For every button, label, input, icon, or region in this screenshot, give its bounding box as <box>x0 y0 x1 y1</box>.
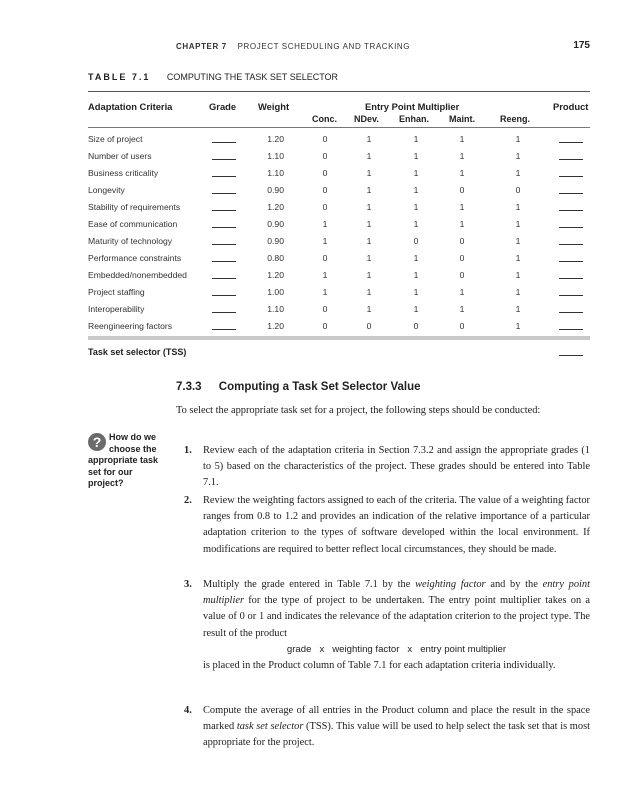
table-row <box>88 267 590 284</box>
enhan-cell: 1 <box>413 304 419 314</box>
product-blank <box>559 286 583 296</box>
table-row <box>88 284 590 301</box>
table-title: COMPUTING THE TASK SET SELECTOR <box>166 72 339 82</box>
reeng-cell: 1 <box>515 202 521 212</box>
conc-cell: 1 <box>322 219 328 229</box>
product-blank <box>559 303 583 313</box>
reeng-cell: 1 <box>515 134 521 144</box>
reeng-cell: 1 <box>515 287 521 297</box>
enhan-cell: 0 <box>413 236 419 246</box>
running-header <box>176 42 410 51</box>
note-bottom <box>88 455 168 490</box>
ndev-cell: 1 <box>366 270 372 280</box>
criteria-cell: Longevity <box>88 185 125 195</box>
reeng-cell: 1 <box>515 168 521 178</box>
step-number: 3. <box>184 579 192 590</box>
weight-cell: 1.20 <box>267 134 284 144</box>
reeng-cell: 1 <box>515 270 521 280</box>
reeng-cell: 1 <box>515 304 521 314</box>
criteria-cell: Project staffing <box>88 287 145 297</box>
grade-blank <box>212 218 236 228</box>
grade-blank <box>212 286 236 296</box>
header-grade: Grade <box>209 101 237 112</box>
grade-blank <box>212 184 236 194</box>
maint-cell: 0 <box>459 185 465 195</box>
section-heading <box>176 381 421 393</box>
grade-blank <box>212 167 236 177</box>
header-conc: Conc. <box>312 114 338 124</box>
enhan-cell: 1 <box>413 185 419 195</box>
step-text-part: Compute the average of all entries in the Product column and place the result in the space marked <box>203 705 590 733</box>
header-criteria: Adaptation Criteria <box>88 101 173 112</box>
section-number: 7.3.3 <box>176 381 202 393</box>
header-divider <box>88 127 590 128</box>
emphasis-task-set-selector: task set selector <box>236 721 304 733</box>
weight-cell: 0.90 <box>267 219 284 229</box>
enhan-cell: 1 <box>413 151 419 161</box>
step-number: 2. <box>184 495 192 506</box>
emphasis-weighting-factor: weighting factor <box>415 579 486 590</box>
product-blank <box>559 133 583 143</box>
maint-cell: 0 <box>459 253 465 263</box>
weight-cell: 1.10 <box>267 151 284 161</box>
enhan-cell: 1 <box>413 219 419 229</box>
ndev-cell: 1 <box>366 185 372 195</box>
task-set-table <box>88 99 590 335</box>
grade-blank <box>212 150 236 160</box>
conc-cell: 1 <box>322 270 328 280</box>
step-number: 1. <box>184 445 192 456</box>
table-row <box>88 250 590 267</box>
step-text <box>203 703 590 752</box>
product-formula: grade x weighting factor x entry point multiplier <box>286 643 507 655</box>
header-maint: Maint. <box>449 114 475 124</box>
step-number: 4. <box>184 705 192 716</box>
intro-paragraph: To select the appropriate task set for a project, the following steps should be conducted: <box>176 405 541 416</box>
header-reeng: Reeng. <box>500 114 531 124</box>
reeng-cell: 0 <box>515 185 521 195</box>
maint-cell: 1 <box>459 168 465 178</box>
criteria-cell: Embedded/nonembedded <box>88 270 187 280</box>
product-blank <box>559 235 583 245</box>
step-text <box>203 577 590 674</box>
table-row <box>88 233 590 250</box>
enhan-cell: 1 <box>413 168 419 178</box>
question-mark-icon <box>88 432 106 452</box>
table-row <box>88 301 590 318</box>
enhan-cell: 1 <box>413 253 419 263</box>
table-header <box>88 99 590 131</box>
ndev-cell: 1 <box>366 151 372 161</box>
ndev-cell: 1 <box>366 202 372 212</box>
product-blank <box>559 150 583 160</box>
ndev-cell: 1 <box>366 219 372 229</box>
maint-cell: 1 <box>459 151 465 161</box>
header-product: Product <box>553 101 589 112</box>
header-ndev: NDev. <box>354 114 379 124</box>
weight-cell: 1.20 <box>267 270 284 280</box>
ndev-cell: 1 <box>366 134 372 144</box>
table-row <box>88 131 590 148</box>
table-label: TABLE 7.1 <box>88 72 151 82</box>
reeng-cell: 1 <box>515 321 521 331</box>
reeng-cell: 1 <box>515 253 521 263</box>
step-text-part: and by the <box>485 579 543 590</box>
conc-cell: 0 <box>322 321 328 331</box>
reeng-cell: 1 <box>515 151 521 161</box>
note-line: project? <box>88 478 124 489</box>
criteria-cell: Size of project <box>88 134 143 144</box>
product-blank <box>559 184 583 194</box>
table-row <box>88 199 590 216</box>
grade-blank <box>212 133 236 143</box>
chapter-title: PROJECT SCHEDULING AND TRACKING <box>237 42 411 51</box>
table-row <box>88 318 590 335</box>
step-text-part: is placed in the Product column of Table 7.1 for each adaptation criteria individually. <box>203 660 556 672</box>
tss-label: Task set selector (TSS) <box>88 347 187 357</box>
header-enhan: Enhan. <box>399 114 430 124</box>
step-text: Review each of the adaptation criteria in Section 7.3.2 and assign the appropriate grades (1 to 5) based on the characteristics of the project. These grades should be entered into Table 7.1. <box>203 445 590 489</box>
ndev-cell: 1 <box>366 304 372 314</box>
conc-cell: 1 <box>322 236 328 246</box>
note-line: How do we <box>109 432 156 442</box>
product-blank <box>559 269 583 279</box>
criteria-cell: Maturity of technology <box>88 236 173 246</box>
maint-cell: 0 <box>459 236 465 246</box>
header-weight: Weight <box>258 101 290 112</box>
grade-blank <box>212 235 236 245</box>
step-text-part: (TSS). This value will be used to help select the task set that is most appropriate for the project. <box>203 721 591 749</box>
table-row <box>88 216 590 233</box>
maint-cell: 1 <box>459 219 465 229</box>
conc-cell: 0 <box>322 134 328 144</box>
maint-cell: 1 <box>459 202 465 212</box>
weight-cell: 1.00 <box>267 287 284 297</box>
ndev-cell: 1 <box>366 253 372 263</box>
product-blank <box>559 218 583 228</box>
product-blank <box>559 320 583 330</box>
emphasis-entry-point-multiplier: entry point multiplier <box>203 579 591 607</box>
grade-blank <box>212 320 236 330</box>
grade-blank <box>212 252 236 262</box>
weight-cell: 1.10 <box>267 168 284 178</box>
ndev-cell: 0 <box>366 321 372 331</box>
header-entry-point: Entry Point Multiplier <box>365 101 460 112</box>
criteria-cell: Stability of requirements <box>88 202 181 212</box>
weight-cell: 1.20 <box>267 202 284 212</box>
step-text-part: for the type of project to be undertaken. The entry point multiplier takes on a value of 0 or 1 and indicates the relevance of the adaptation criterion to the project type. The result of the product <box>203 595 590 639</box>
ndev-cell: 1 <box>366 168 372 178</box>
section-title: Computing a Task Set Selector Value <box>218 381 421 393</box>
reeng-cell: 1 <box>515 236 521 246</box>
enhan-cell: 1 <box>413 270 419 280</box>
conc-cell: 1 <box>322 287 328 297</box>
conc-cell: 0 <box>322 151 328 161</box>
maint-cell: 0 <box>459 321 465 331</box>
tss-blank <box>559 346 583 356</box>
criteria-cell: Ease of communication <box>88 219 178 229</box>
chapter-label: CHAPTER 7 <box>176 42 227 51</box>
enhan-cell: 0 <box>413 321 419 331</box>
criteria-cell: Business criticality <box>88 168 159 178</box>
table-row <box>88 165 590 182</box>
enhan-cell: 1 <box>413 202 419 212</box>
table-caption <box>88 72 338 82</box>
caption-rule <box>88 91 590 92</box>
page-number: 175 <box>573 40 590 51</box>
reeng-cell: 1 <box>515 219 521 229</box>
maint-cell: 1 <box>459 304 465 314</box>
criteria-cell: Interoperability <box>88 304 145 314</box>
step-text-part: Multiply the grade entered in Table 7.1 by the <box>203 579 416 590</box>
note-line: appropriate task <box>88 455 159 465</box>
enhan-cell: 1 <box>413 287 419 297</box>
step-text: Review the weighting factors assigned to each of the criteria. The value of a weighting factor ranges from 0.8 to 1.2 and provides an indication of the relative importance of a particular adaptation criterion to the types of software developed within the local environment. If modifications are required to better reflect local circumstances, they should be made. <box>203 495 591 555</box>
note-line: set for our <box>88 466 133 477</box>
weight-cell: 0.90 <box>267 236 284 246</box>
conc-cell: 0 <box>322 185 328 195</box>
weight-cell: 1.10 <box>267 304 284 314</box>
criteria-cell: Reengineering factors <box>88 321 173 331</box>
conc-cell: 0 <box>322 304 328 314</box>
conc-cell: 0 <box>322 202 328 212</box>
conc-cell: 0 <box>322 168 328 178</box>
note-top <box>109 432 169 455</box>
maint-cell: 1 <box>459 287 465 297</box>
ndev-cell: 1 <box>366 236 372 246</box>
enhan-cell: 1 <box>413 134 419 144</box>
table-row <box>88 148 590 165</box>
grade-blank <box>212 201 236 211</box>
grade-blank <box>212 303 236 313</box>
criteria-cell: Number of users <box>88 151 152 161</box>
grade-blank <box>212 269 236 279</box>
note-line: choose the <box>109 443 157 454</box>
ndev-cell: 1 <box>366 287 372 297</box>
product-blank <box>559 252 583 262</box>
table-row <box>88 182 590 199</box>
svg-text:?: ? <box>92 434 102 450</box>
weight-cell: 0.80 <box>267 253 284 263</box>
criteria-cell: Performance constraints <box>88 253 182 263</box>
weight-cell: 1.20 <box>267 321 284 331</box>
table-bottom-rule <box>88 336 590 340</box>
maint-cell: 0 <box>459 270 465 280</box>
maint-cell: 1 <box>459 134 465 144</box>
product-blank <box>559 167 583 177</box>
weight-cell: 0.90 <box>267 185 284 195</box>
product-blank <box>559 201 583 211</box>
conc-cell: 0 <box>322 253 328 263</box>
